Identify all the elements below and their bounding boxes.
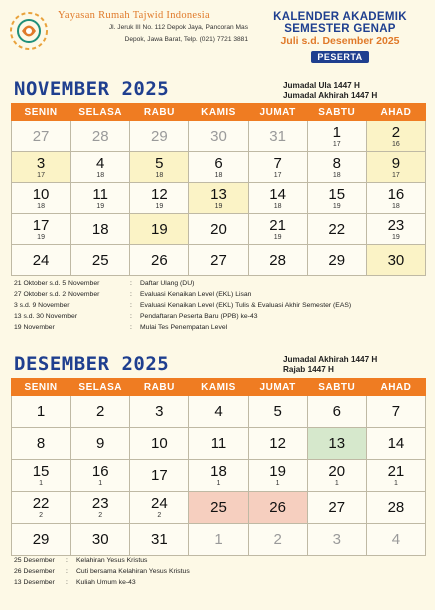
day-number: 1 [214,531,223,548]
day-cell [307,152,366,183]
day-number: 13 [328,435,346,452]
november-calendar-grid [11,103,426,276]
hijri-day-number: 19 [273,234,282,241]
day-number: 20 [210,220,227,238]
day-number: 8 [332,155,341,172]
day-cell [12,245,71,276]
november-title: NOVEMBER 2025 [14,78,170,100]
day-cell [366,524,425,556]
hijri-day-number: 1 [393,480,398,487]
hijri-day-number: 18 [273,203,282,210]
day-number: 1 [36,403,46,420]
weekday-header-row [12,379,426,396]
day-number: 2 [96,403,105,420]
day-number: 2 [273,531,282,548]
day-cell [12,396,71,428]
day-cell [366,428,425,460]
note-row [14,322,351,333]
day-cell [248,245,307,276]
day-cell [71,245,130,276]
note-text: Daftar Ulang (DU) [140,280,195,287]
hijri-day-number: 18 [37,203,45,210]
note-text: Kelahiran Yesus Kristus [76,557,148,564]
day-number: 30 [210,127,227,145]
day-number: 21 [387,463,405,480]
note-text: Evaluasi Kenaikan Level (EKL) Lisan [140,291,252,298]
week-row [12,460,426,492]
hijri-day-number: 19 [332,203,341,210]
day-cell [12,492,71,524]
day-number: 18 [91,220,109,238]
day-number: 28 [91,127,109,145]
note-text: Cuti bersama Kelahiran Yesus Kristus [76,568,190,575]
note-date: 13 s.d. 30 November [14,313,78,320]
note-text: Evaluasi Kenaikan Level (EKL) Tulis & Evaluasi Akhir Semester (EAS) [140,302,352,309]
hijri-day-number: 2 [98,512,103,519]
day-cell [307,183,366,214]
day-cell [366,152,425,183]
day-cell [366,245,425,276]
weekday-selasa: SELASA [71,104,130,121]
hijri-day-number: 19 [392,234,400,241]
desember-hijri-months [283,355,377,375]
hijri-day-number: 19 [37,234,45,241]
note-date: 19 November [14,324,55,331]
day-number: 22 [32,495,50,512]
day-cell [366,214,425,245]
day-cell [189,121,248,152]
desember-calendar-grid [11,378,426,556]
calendar-title: KALENDER AKADEMIK [273,11,407,23]
weekday-rabu: RABU [130,379,189,396]
day-number: 28 [387,499,405,516]
day-number: 29 [328,251,346,269]
week-row [12,396,426,428]
note-separator: : [66,568,68,575]
hijri-day-number: 19 [214,203,223,210]
hijri-day-number: 16 [392,141,400,148]
desember-notes [14,555,190,588]
note-row [14,289,351,300]
audience-badge: PESERTA [311,51,368,63]
day-cell [189,152,248,183]
day-cell [307,428,366,460]
note-separator: : [66,557,68,564]
weekday-senin: SENIN [12,104,71,121]
day-number: 7 [273,155,282,172]
day-number: 31 [151,531,168,548]
day-number: 9 [391,155,401,172]
hijri-day-number: 17 [273,172,282,179]
day-cell [71,183,130,214]
note-date: 25 Desember [14,557,55,564]
day-cell [366,460,425,492]
day-number: 16 [91,463,109,480]
hijri-day-number: 17 [332,141,341,148]
day-cell [189,460,248,492]
day-number: 5 [155,155,164,172]
desember-hijri-1: Jumadal Akhirah 1447 H [283,355,378,364]
day-cell [71,396,130,428]
week-row [12,152,426,183]
day-number: 13 [210,186,227,203]
organization-info [58,10,248,45]
day-cell [189,524,248,556]
day-number: 31 [269,127,286,145]
day-number: 24 [151,495,168,512]
weekday-sabtu: SABTU [307,379,366,396]
day-number: 14 [387,435,405,452]
day-cell [248,428,307,460]
day-number: 17 [151,467,168,484]
day-cell [366,396,425,428]
day-number: 12 [151,186,168,203]
day-number: 8 [36,435,46,452]
week-row [12,183,426,214]
day-number: 11 [210,435,227,452]
day-number: 4 [214,403,223,420]
day-cell [12,183,71,214]
note-row [14,566,190,577]
note-row [14,300,351,311]
weekday-ahad: AHAD [366,104,425,121]
day-number: 9 [96,435,105,452]
day-number: 10 [151,435,168,452]
day-number: 29 [151,127,168,145]
november-notes [14,278,351,333]
day-cell [248,524,307,556]
day-cell [366,492,425,524]
day-cell [12,214,71,245]
day-cell [189,396,248,428]
day-cell [366,121,425,152]
day-cell [12,428,71,460]
note-separator: : [130,280,132,287]
day-cell [12,524,71,556]
day-cell [130,428,189,460]
week-row [12,121,426,152]
desember-hijri-2: Rajab 1447 H [283,365,334,374]
day-cell [307,460,366,492]
hijri-day-number: 1 [39,480,44,487]
day-number: 23 [387,217,405,234]
weekday-header-row [12,104,426,121]
note-text: Mulai Tes Penempatan Level [140,324,228,331]
day-cell [130,152,189,183]
day-number: 24 [32,251,50,269]
day-number: 27 [32,127,50,145]
note-date: 13 Desember [14,579,55,586]
day-cell [189,245,248,276]
day-number: 5 [273,403,282,420]
weekday-jumat: JUMAT [248,104,307,121]
day-number: 27 [210,251,227,269]
day-number: 20 [328,463,346,480]
note-row [14,311,351,322]
day-cell [130,460,189,492]
organization-address-line-2: Depok, Jawa Barat, Telp. (021) 7721 3881 [124,36,248,43]
note-separator: : [130,291,132,298]
calendar-title-block [255,11,425,65]
day-number: 21 [269,217,286,234]
day-number: 27 [328,499,346,516]
foundation-logo-icon [8,10,50,52]
day-cell [71,214,130,245]
day-cell [71,524,130,556]
weekday-jumat: JUMAT [248,379,307,396]
day-cell [71,152,130,183]
day-cell [307,214,366,245]
hijri-day-number: 1 [334,480,339,487]
day-cell [71,460,130,492]
weekday-sabtu: SABTU [307,104,366,121]
day-number: 18 [210,463,227,480]
day-cell [189,492,248,524]
day-cell [130,492,189,524]
note-row [14,555,190,566]
hijri-day-number: 1 [216,480,221,487]
hijri-day-number: 19 [96,203,105,210]
note-date: 21 Oktober s.d. 5 November [14,280,100,287]
day-number: 22 [328,220,346,238]
day-cell [130,524,189,556]
weekday-kamis: KAMIS [189,379,248,396]
day-number: 6 [332,403,341,420]
organization-name: Yayasan Rumah Tajwid Indonesia [58,10,210,21]
day-cell [12,460,71,492]
note-row [14,577,190,588]
day-cell [189,183,248,214]
day-number: 12 [269,435,286,452]
hijri-day-number: 18 [392,203,400,210]
day-number: 15 [32,463,50,480]
november-hijri-2: Jumadal Akhirah 1447 H [283,91,378,100]
day-cell [71,121,130,152]
day-number: 30 [91,531,109,548]
desember-title: DESEMBER 2025 [14,353,170,375]
note-separator: : [130,313,132,320]
day-number: 25 [91,251,109,269]
day-number: 25 [210,499,227,516]
day-cell [189,428,248,460]
day-cell [71,492,130,524]
day-number: 4 [96,155,105,172]
week-row [12,492,426,524]
day-number: 6 [214,155,223,172]
day-number: 19 [151,220,168,238]
week-row [12,214,426,245]
note-separator: : [66,579,68,586]
hijri-day-number: 2 [39,512,44,519]
day-number: 2 [391,124,401,141]
day-cell [307,492,366,524]
day-number: 15 [328,186,346,203]
day-cell [248,460,307,492]
day-number: 29 [32,531,50,548]
hijri-day-number: 18 [214,172,223,179]
semester-title: SEMESTER GENAP [284,23,396,35]
weekday-rabu: RABU [130,104,189,121]
day-number: 11 [92,186,108,203]
day-number: 3 [332,531,341,548]
hijri-day-number: 18 [96,172,105,179]
week-row [12,245,426,276]
day-cell [12,121,71,152]
day-cell [130,183,189,214]
day-cell [71,428,130,460]
day-cell [248,396,307,428]
day-number: 16 [387,186,405,203]
hijri-day-number: 18 [332,172,341,179]
period-subtitle: Juli s.d. Desember 2025 [280,35,400,47]
day-cell [130,214,189,245]
hijri-day-number: 17 [392,172,400,179]
day-number: 26 [151,251,168,269]
day-cell [130,245,189,276]
day-cell [307,245,366,276]
weekday-kamis: KAMIS [189,104,248,121]
day-number: 14 [269,186,286,203]
note-date: 3 s.d. 9 November [14,302,70,309]
day-number: 23 [91,495,109,512]
day-cell [130,396,189,428]
day-number: 7 [391,403,401,420]
hijri-day-number: 17 [37,172,45,179]
november-hijri-months [283,81,377,101]
day-cell [366,183,425,214]
organization-address-line-1: Jl. Jeruk III No. 112 Depok Jaya, Pancoran Mas [108,24,248,31]
weekday-ahad: AHAD [366,379,425,396]
day-number: 10 [32,186,50,203]
note-separator: : [130,302,132,309]
day-cell [307,396,366,428]
note-text: Kuliah Umum ke-43 [76,579,136,586]
day-cell [307,524,366,556]
weekday-senin: SENIN [12,379,71,396]
day-number: 3 [36,155,46,172]
day-number: 30 [387,251,405,269]
week-row [12,428,426,460]
day-cell [189,214,248,245]
day-cell [248,214,307,245]
hijri-day-number: 1 [98,480,103,487]
day-number: 17 [32,217,50,234]
day-cell [248,492,307,524]
day-number: 1 [332,124,341,141]
day-cell [248,121,307,152]
day-number: 26 [269,499,286,516]
note-text: Pendaftaran Peserta Baru (PPB) ke-43 [140,313,258,320]
day-cell [307,121,366,152]
day-cell [130,121,189,152]
header [0,0,435,62]
day-number: 28 [269,251,286,269]
note-row [14,278,351,289]
note-date: 26 Desember [14,568,55,575]
day-number: 4 [391,531,401,548]
november-hijri-1: Jumadal Ula 1447 H [283,81,360,90]
day-cell [12,152,71,183]
day-cell [248,183,307,214]
day-number: 19 [269,463,286,480]
day-cell [248,152,307,183]
hijri-day-number: 18 [155,172,164,179]
note-separator: : [130,324,132,331]
weekday-selasa: SELASA [71,379,130,396]
hijri-day-number: 19 [155,203,164,210]
hijri-day-number: 1 [275,480,280,487]
hijri-day-number: 2 [157,512,162,519]
note-date: 27 Oktober s.d. 2 November [14,291,100,298]
week-row [12,524,426,556]
day-number: 3 [155,403,164,420]
